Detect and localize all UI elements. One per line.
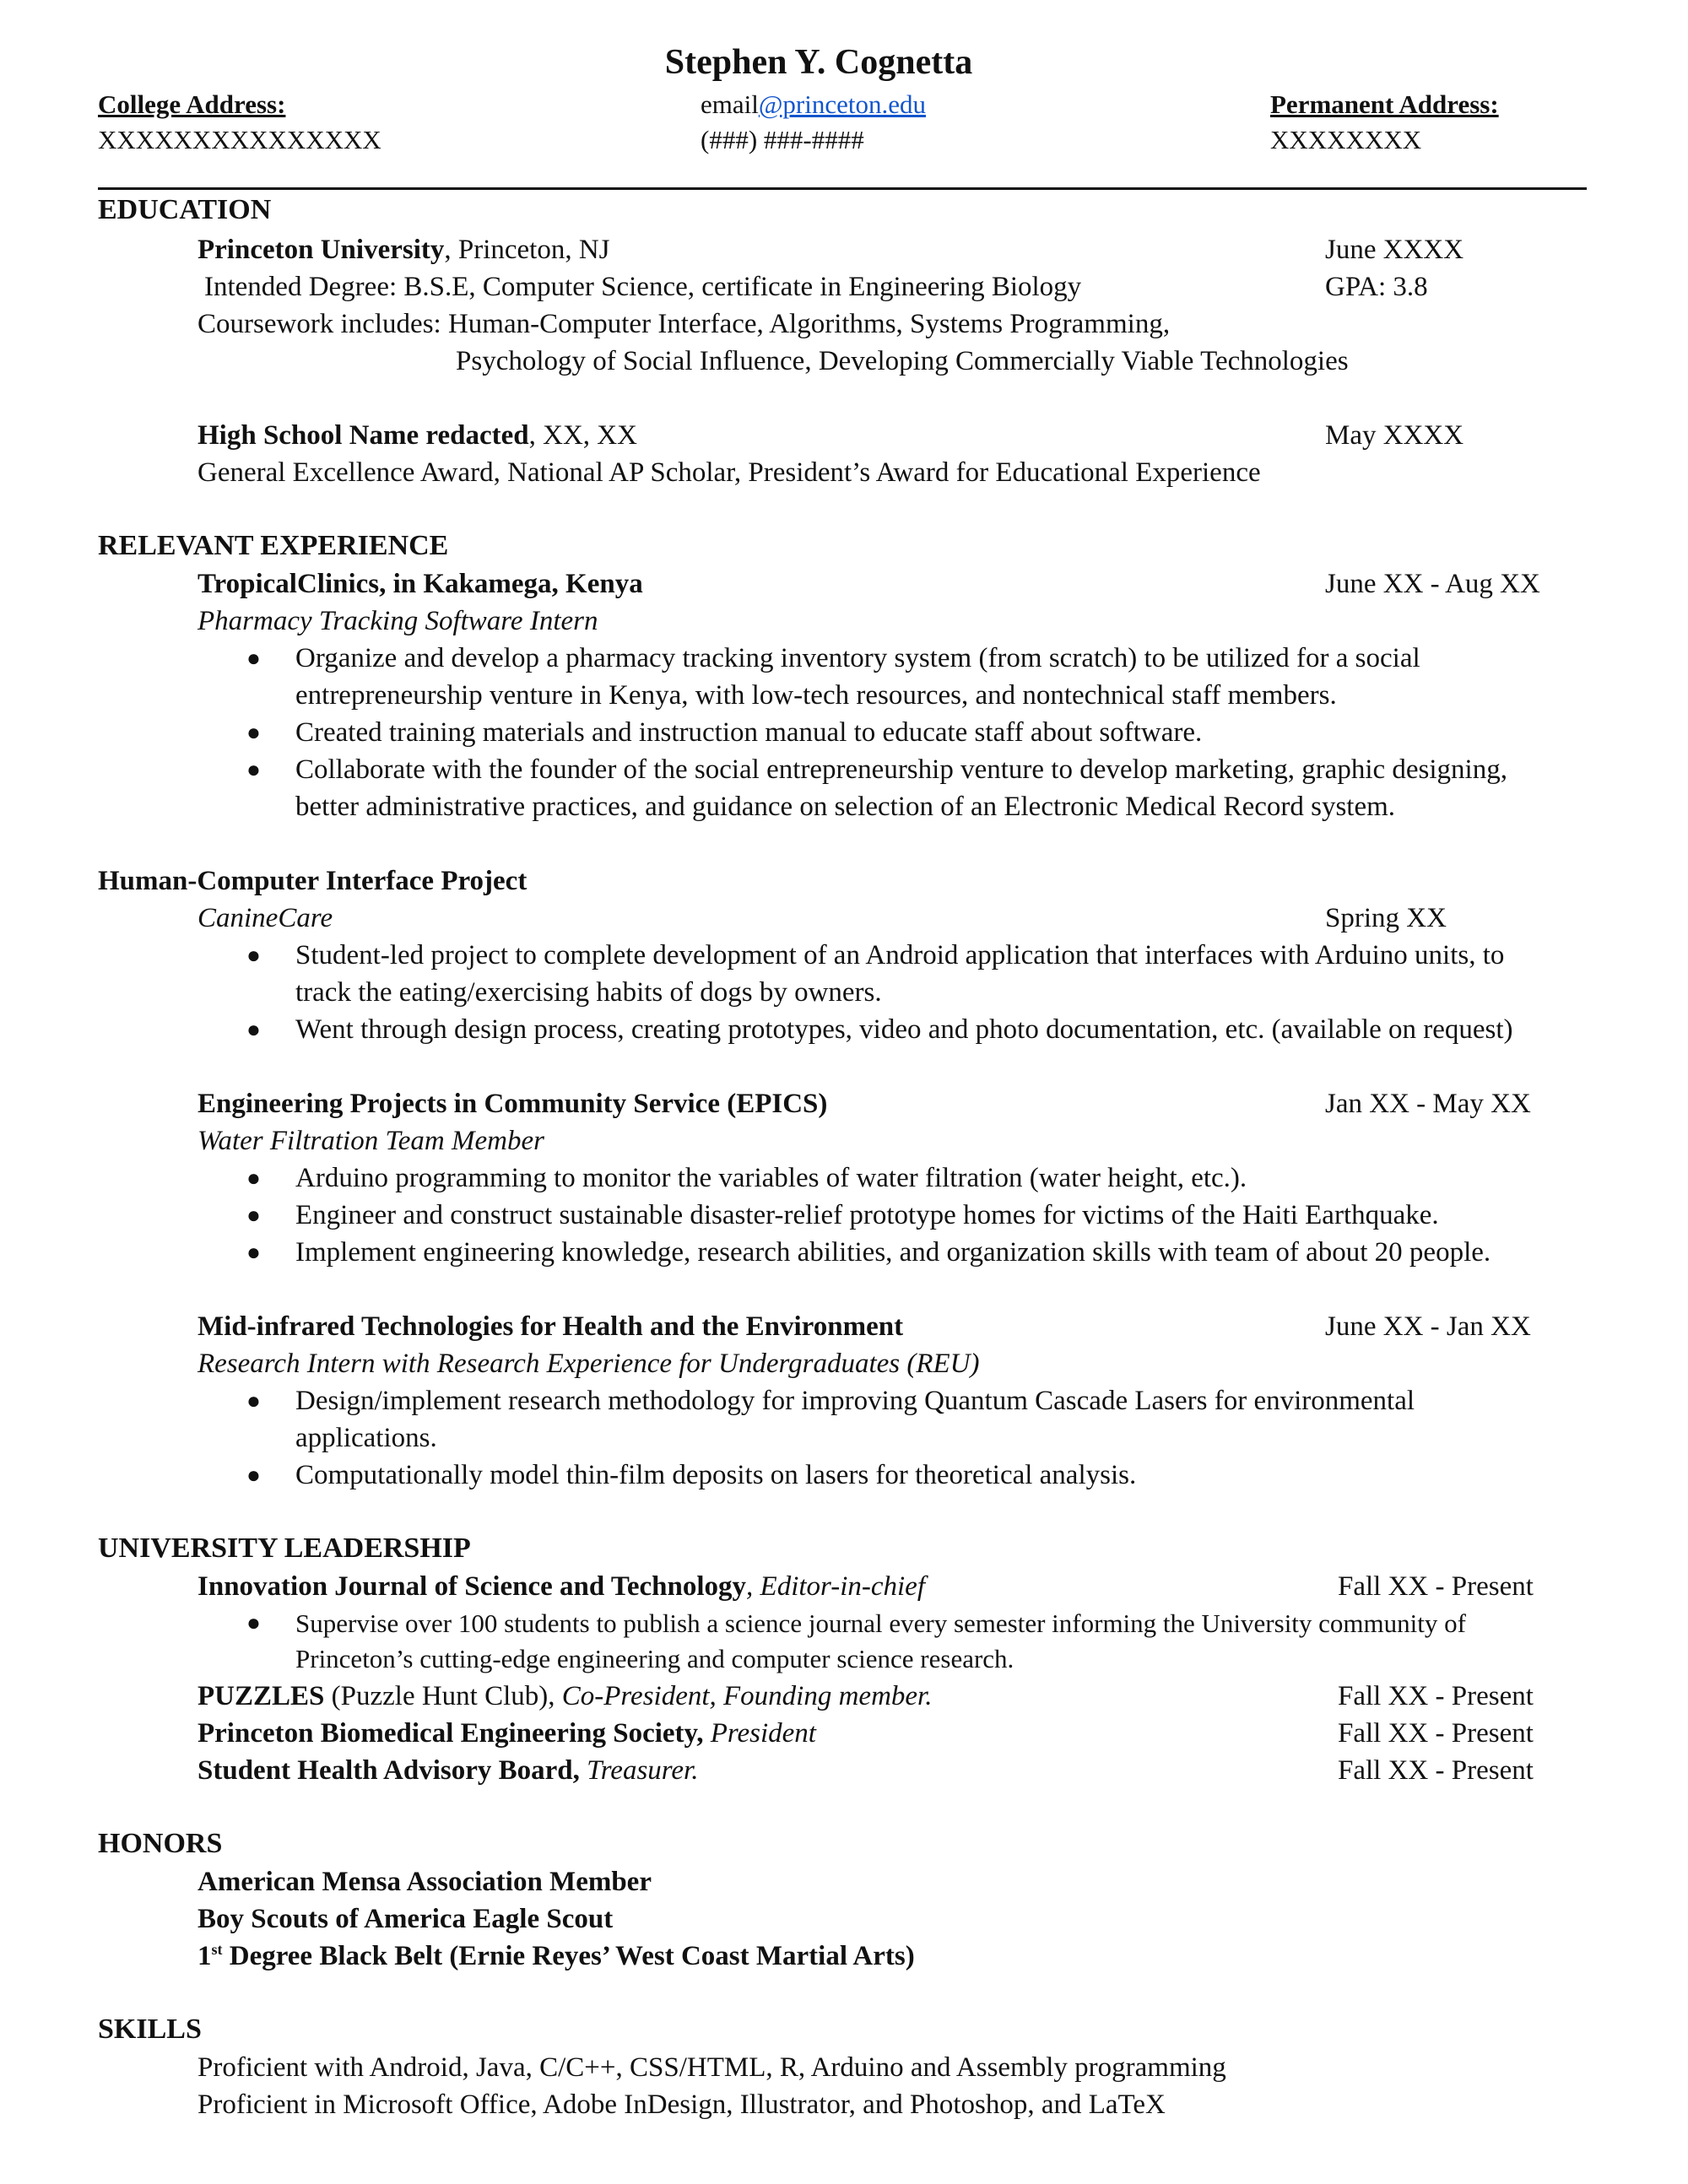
college-address-value: XXXXXXXXXXXXXXX: [98, 125, 381, 154]
section-heading-honors: HONORS: [98, 1828, 223, 1859]
bullet-icon: ●: [246, 1203, 261, 1229]
section-heading-education: EDUCATION: [98, 194, 272, 225]
leadership-2: [197, 1679, 932, 1713]
job-1-bullet-3-line-1: Collaborate with the founder of the social entrepreneurship venture to develop marketing, graphic designing,: [295, 754, 1507, 785]
bullet-icon: ●: [246, 757, 261, 783]
bullet-icon: ●: [246, 1610, 261, 1636]
job-1-bullet-1-line-2: entrepreneurship venture in Kenya, with low-tech resources, and nontechnical staff members.: [295, 680, 1337, 711]
bullet-icon: ●: [246, 943, 261, 969]
resume-name: Stephen Y. Cognetta: [664, 43, 973, 82]
permanent-address-label: Permanent Address:: [1270, 89, 1499, 119]
gpa: GPA: 3.8: [1325, 272, 1428, 302]
job-4-org: Mid-infrared Technologies for Health and the Environment: [197, 1311, 904, 1342]
job-2-heading: Human-Computer Interface Project: [98, 866, 528, 896]
leadership-2-org: PUZZLES: [197, 1681, 325, 1711]
leadership-1-org: Innovation Journal of Science and Technology: [197, 1571, 747, 1602]
job-2-project: CanineCare: [197, 903, 333, 933]
leadership-4: [197, 1754, 699, 1787]
leadership-3-role: President: [703, 1718, 816, 1749]
job-4-bullet-1-line-2: applications.: [295, 1423, 437, 1453]
school-2-date: May XXXX: [1325, 420, 1464, 451]
skills-line-2: Proficient in Microsoft Office, Adobe InDesign, Illustrator, and Photoshop, and LaTeX: [197, 2089, 1166, 2120]
job-1-bullet-3-line-2: better administrative practices, and guidance on selection of an Electronic Medical Record system.: [295, 792, 1396, 822]
job-2-bullet-1-line-2: track the eating/exercising habits of dogs by owners.: [295, 977, 882, 1008]
coursework-line-1: Coursework includes: Human-Computer Interface, Algorithms, Systems Programming,: [197, 309, 1171, 339]
school-1: [197, 233, 610, 267]
bullet-icon: ●: [246, 1240, 261, 1266]
job-2-bullet-1-line-1: Student-led project to complete development of an Android application that interfaces with Arduino units, to: [295, 940, 1505, 970]
leadership-4-org: Student Health Advisory Board,: [197, 1755, 580, 1786]
leadership-2-mid: (Puzzle Hunt Club),: [324, 1681, 562, 1711]
leadership-2-role: Co-President, Founding member.: [561, 1681, 933, 1711]
leadership-1: [197, 1570, 925, 1603]
school-1-location: , Princeton, NJ: [444, 235, 610, 265]
job-2-bullet-2: Went through design process, creating prototypes, video and photo documentation, etc. (available on request): [295, 1014, 1513, 1045]
intended-degree: Intended Degree: B.S.E, Computer Science, certificate in Engineering Biology: [204, 272, 1082, 302]
job-2-date: Spring XX: [1325, 903, 1447, 933]
leadership-3-org: Princeton Biomedical Engineering Society,: [197, 1718, 704, 1749]
skills-line-1: Proficient with Android, Java, C/C++, CSS/HTML, R, Arduino and Assembly programming: [197, 2052, 1226, 2083]
bullet-icon: ●: [246, 1462, 261, 1489]
bullet-icon: ●: [246, 646, 261, 672]
school-2-awards: General Excellence Award, National AP Scholar, President’s Award for Educational Experience: [197, 457, 1261, 488]
job-1-org: TropicalClinics, in Kakamega, Kenya: [197, 569, 643, 599]
school-1-date: June XXXX: [1325, 235, 1464, 265]
school-2: [197, 419, 637, 452]
leadership-1-bullet-line-2: Princeton’s cutting-edge engineering and computer science research.: [295, 1644, 1014, 1673]
job-4-bullet-2: Computationally model thin-film deposits on lasers for theoretical analysis.: [295, 1460, 1137, 1490]
job-1-bullet-1-line-1: Organize and develop a pharmacy tracking inventory system (from scratch) to be utilized for a social: [295, 643, 1420, 673]
job-1-role: Pharmacy Tracking Software Intern: [197, 606, 598, 636]
job-3-role: Water Filtration Team Member: [197, 1126, 544, 1156]
job-3-bullet-2: Engineer and construct sustainable disaster-relief prototype homes for victims of the Haiti Earthquake.: [295, 1200, 1439, 1230]
job-1-bullet-2: Created training materials and instruction manual to educate staff about software.: [295, 717, 1203, 748]
section-heading-skills: SKILLS: [98, 2014, 202, 2045]
permanent-address-value: XXXXXXXX: [1270, 125, 1422, 154]
college-address-label: College Address:: [98, 89, 286, 119]
email-line: [701, 88, 926, 122]
honor-2: Boy Scouts of America Eagle Scout: [197, 1904, 614, 1934]
leadership-2-date: Fall XX - Present: [1338, 1681, 1534, 1711]
leadership-1-role: , Editor-in-chief: [746, 1571, 926, 1602]
job-1-date: June XX - Aug XX: [1325, 569, 1540, 599]
honor-3: [197, 1939, 915, 1973]
bullet-icon: ●: [246, 720, 261, 746]
leadership-4-date: Fall XX - Present: [1338, 1755, 1534, 1786]
honor-1: American Mensa Association Member: [197, 1867, 652, 1897]
bullet-icon: ●: [246, 1017, 261, 1043]
email-link[interactable]: @princeton.edu: [758, 89, 926, 119]
honor-3-ordinal: st: [211, 1941, 223, 1958]
school-1-name: Princeton University: [197, 235, 445, 265]
school-2-location: , XX, XX: [528, 420, 637, 451]
job-3-org: Engineering Projects in Community Service (EPICS): [197, 1089, 828, 1119]
bullet-icon: ●: [246, 1388, 261, 1414]
section-heading-leadership: UNIVERSITY LEADERSHIP: [98, 1533, 471, 1564]
job-3-bullet-3: Implement engineering knowledge, research abilities, and organization skills with team of about 20 people.: [295, 1237, 1491, 1268]
job-4-date: June XX - Jan XX: [1325, 1311, 1531, 1342]
leadership-4-role: Treasurer.: [579, 1755, 699, 1786]
job-4-bullet-1-line-1: Design/implement research methodology for improving Quantum Cascade Lasers for environmental: [295, 1386, 1415, 1416]
leadership-3-date: Fall XX - Present: [1338, 1718, 1534, 1749]
school-2-name: High School Name redacted: [197, 420, 529, 451]
leadership-1-date: Fall XX - Present: [1338, 1571, 1534, 1602]
job-4-role: Research Intern with Research Experience for Undergraduates (REU): [197, 1349, 980, 1379]
leadership-3: [197, 1716, 816, 1750]
job-3-bullet-1: Arduino programming to monitor the variables of water filtration (water height, etc.).: [295, 1163, 1247, 1193]
leadership-1-bullet-line-1: Supervise over 100 students to publish a science journal every semester informing the University community of: [295, 1608, 1466, 1638]
honor-3-number: 1: [197, 1941, 212, 1971]
bullet-icon: ●: [246, 1165, 261, 1192]
honor-3-text: Degree Black Belt (Ernie Reyes’ West Coast Martial Arts): [222, 1941, 915, 1971]
section-heading-experience: RELEVANT EXPERIENCE: [98, 530, 449, 561]
email-prefix: email: [701, 89, 759, 119]
coursework-line-2: Psychology of Social Influence, Developing Commercially Viable Technologies: [456, 346, 1349, 376]
header-divider: [98, 187, 1587, 190]
phone-number: (###) ###-####: [701, 125, 864, 154]
job-3-date: Jan XX - May XX: [1325, 1089, 1531, 1119]
